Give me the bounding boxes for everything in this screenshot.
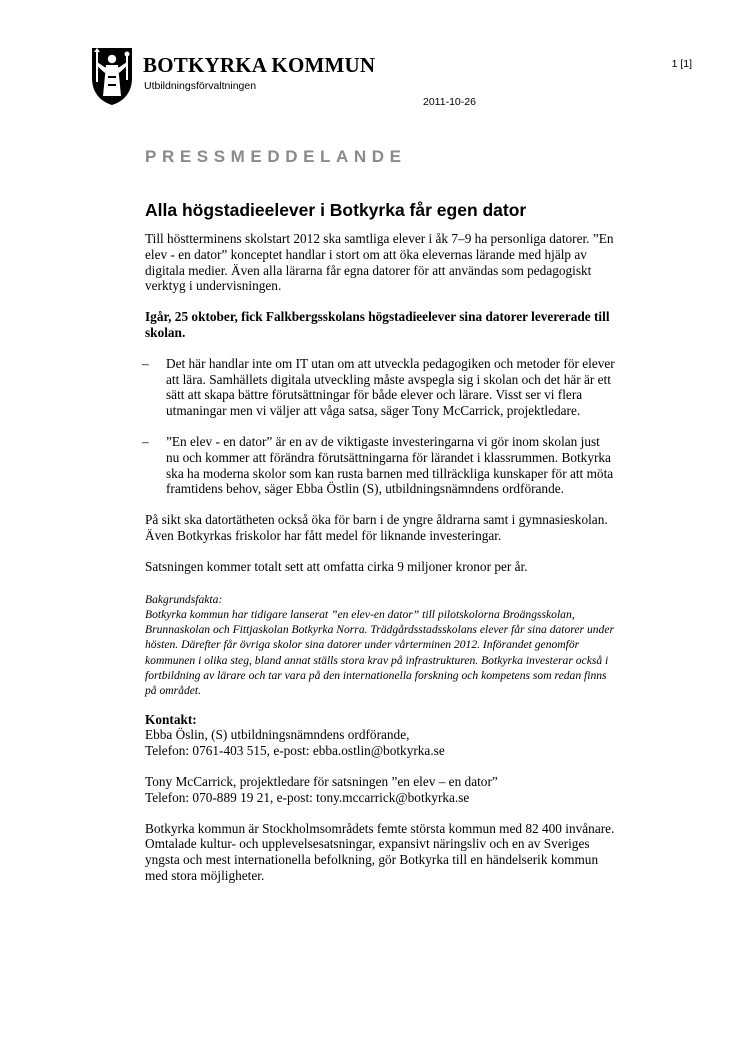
contact-label: Kontakt: — [145, 711, 197, 727]
intro-paragraph: Till höstterminens skolstart 2012 ska samtliga elever i åk 7–9 ha personliga datorer. ”En elev - en dator” konceptet handlar i stort om att öka elevernas lärande med hjälp av digitala medier. Även alla lärarna får egna datorer för att användas som pedagogiskt verktyg i undervisningen. — [145, 231, 614, 294]
press-release-body — [142, 200, 615, 884]
cost-paragraph: Satsningen kommer totalt sett att omfatta cirka 9 miljoner kronor per år. — [145, 558, 528, 574]
contact-person1-details: Telefon: 0761-403 515, e-post: ebba.ostlin@botkyrka.se — [145, 743, 445, 759]
document-type-heading: PRESSMEDDELANDE — [145, 147, 407, 166]
contact-block — [145, 712, 615, 759]
quote-text: ”En elev - en dator” är en av de viktigaste investeringarna vi gör inom skolan just nu och kommer att förändra förutsättningarna för lärandet i klassrummen. Botkyrka ska ha moderna skolor som kan rusta barnen med tillräckliga kunskaper för att möta framtidens behov, säger Ebba Östlin (S), utbildningsnämndens ordförande. — [166, 433, 614, 497]
quote-text: Det här handlar inte om IT utan om att utveckla pedagogiken och metoder för elever att lära. Samhällets digitala utveckling måste avspegla sig i skolan och det här är ett sätt att skapa bättre förutsättningar för både elever och lärare. Visst ser vi flera utmaningar men vi väljer att våga satsa, säger Tony McCarrick, projektledare. — [166, 355, 615, 419]
quote-mccarrick — [142, 355, 615, 419]
headline: Alla högstadieelever i Botkyrka får egen dator — [145, 200, 527, 220]
quote-dash: – — [142, 433, 149, 449]
contact-person2-details: Telefon: 070-889 19 21, e-post: tony.mccarrick@botkyrka.se — [145, 789, 470, 805]
lead-paragraph: Igår, 25 oktober, fick Falkbergsskolans högstadieelever sina datorer levererade till skolan. — [145, 309, 610, 340]
about-paragraph: Botkyrka kommun är Stockholmsområdets femte största kommun med 82 400 invånare. Omtalade kultur- och upplevelsesatsningar, expansivt näringsliv och en av Sveriges yngsta och mest internationella befolkning, gör Botkyrka till en händelserik kommun med stora möjligheter. — [145, 820, 615, 883]
department-name: Utbildningsförvaltningen — [144, 80, 257, 92]
coat-of-arms-icon — [90, 46, 134, 106]
contact-person1-name: Ebba Öslin, (S) utbildningsnämndens ordförande, — [145, 727, 410, 743]
contact-block-2 — [145, 774, 615, 806]
page-number: 1 [1] — [671, 58, 692, 70]
background-text: Botkyrka kommun har tidigare lanserat ”en elev-en dator” till pilotskolorna Broängsskolan, Brunnaskolan och Fittjaskolan Botkyrka Norra. Trädgårdsstadsskolans elever får sina datorer under hösten. Därefter får övriga skolor sina datorer under vårterminen 2012. Införandet genomför kommunen i olika steg, bland annat ställs stora krav på infrastrukturen. Botkyrka investerar också i fortbildning av lärare och tar vara på den internationella forskning och kompetens som redan finns på området. — [145, 607, 614, 698]
document-date: 2011-10-26 — [423, 96, 476, 108]
background-label: Bakgrundsfakta: — [145, 592, 223, 606]
quote-ostlin — [142, 433, 615, 497]
background-facts — [145, 592, 615, 699]
future-paragraph: På sikt ska datortätheten också öka för barn i de yngre åldrarna samt i gymnasieskolan. Även Botkyrkas friskolor har fått medel för liknande investeringar. — [145, 512, 608, 543]
organization-name: BOTKYRKA KOMMUN — [143, 53, 376, 77]
contact-person2-name: Tony McCarrick, projektledare för satsningen ”en elev – en dator” — [145, 774, 498, 790]
quote-dash: – — [142, 355, 149, 371]
